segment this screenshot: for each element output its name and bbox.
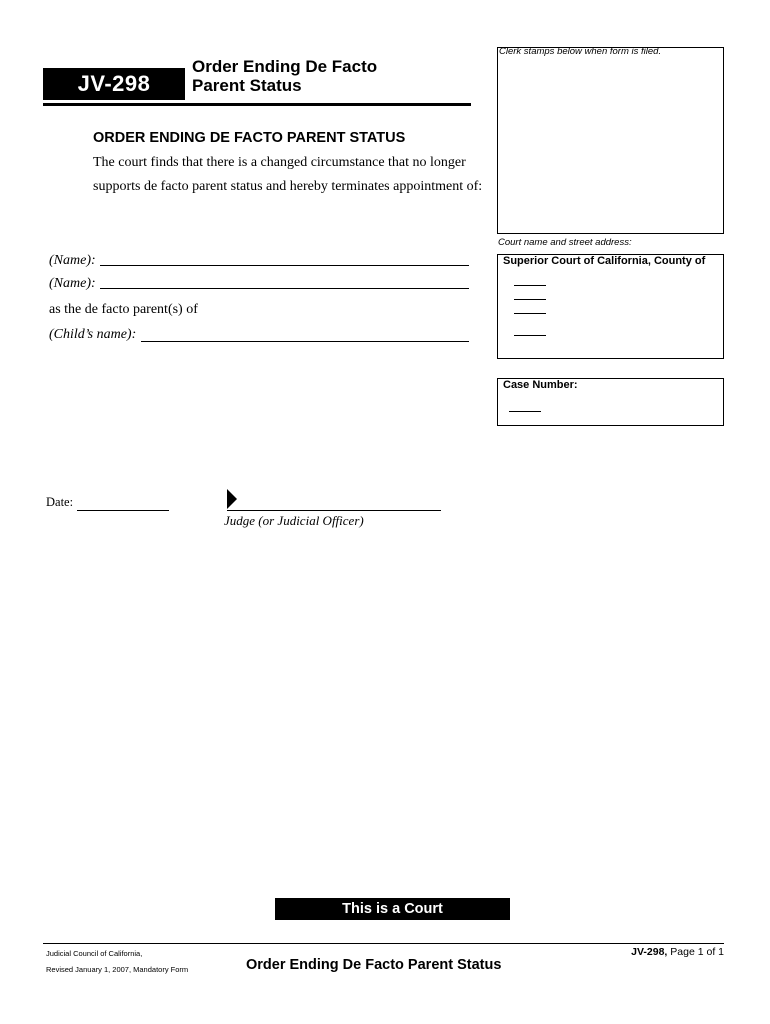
judge-label: Judge (or Judicial Officer) xyxy=(224,513,364,528)
signature-arrow-icon xyxy=(227,489,237,509)
form-number-badge: JV-298 xyxy=(43,68,185,100)
footer-page-info xyxy=(631,946,724,958)
footer-revised: Revised January 1, 2007, Mandatory Form xyxy=(46,965,189,974)
clerk-stamp-note: Clerk stamps below when form is filed. xyxy=(499,46,662,57)
header-divider xyxy=(43,103,471,106)
court-address-line[interactable] xyxy=(514,299,546,300)
name2-field[interactable] xyxy=(100,288,469,289)
name1-field[interactable] xyxy=(100,265,469,266)
footer-form-number: JV-298, xyxy=(631,946,668,958)
footer-council: Judicial Council of California, xyxy=(46,949,143,958)
date-label: Date: xyxy=(46,495,74,509)
case-number-label: Case Number: xyxy=(503,379,578,391)
order-heading: ORDER ENDING DE FACTO PARENT STATUS xyxy=(93,130,406,146)
date-field[interactable] xyxy=(77,510,169,511)
child-name-field[interactable] xyxy=(141,341,469,342)
header-title-line2: Parent Status xyxy=(192,76,302,95)
court-heading: Superior Court of California, County of xyxy=(503,255,706,267)
order-text: The court finds that there is a changed circumstance that no longer supports de facto parent status and hereby terminates appointment of: xyxy=(93,155,483,194)
court-address-box[interactable] xyxy=(497,254,724,359)
court-address-caption: Court name and street address: xyxy=(498,237,632,248)
clerk-stamp-box xyxy=(497,47,724,234)
court-address-line[interactable] xyxy=(514,313,546,314)
footer-title: Order Ending De Facto Parent Status xyxy=(246,957,502,973)
case-number-line[interactable] xyxy=(509,411,541,412)
header-title xyxy=(192,57,377,95)
court-address-line[interactable] xyxy=(514,285,546,286)
name1-label: (Name): xyxy=(49,253,96,268)
judge-signature-field[interactable] xyxy=(227,510,441,511)
footer-divider xyxy=(43,943,724,944)
header-title-line1: Order Ending De Facto xyxy=(192,57,378,76)
name2-label: (Name): xyxy=(49,276,96,291)
child-name-label: (Child’s name): xyxy=(49,327,137,342)
footer-page-number: Page 1 of 1 xyxy=(670,946,724,958)
defacto-parent-text: as the de facto parent(s) of xyxy=(49,302,198,317)
court-order-bar: This is a Court xyxy=(275,898,510,920)
court-address-line[interactable] xyxy=(514,335,546,336)
